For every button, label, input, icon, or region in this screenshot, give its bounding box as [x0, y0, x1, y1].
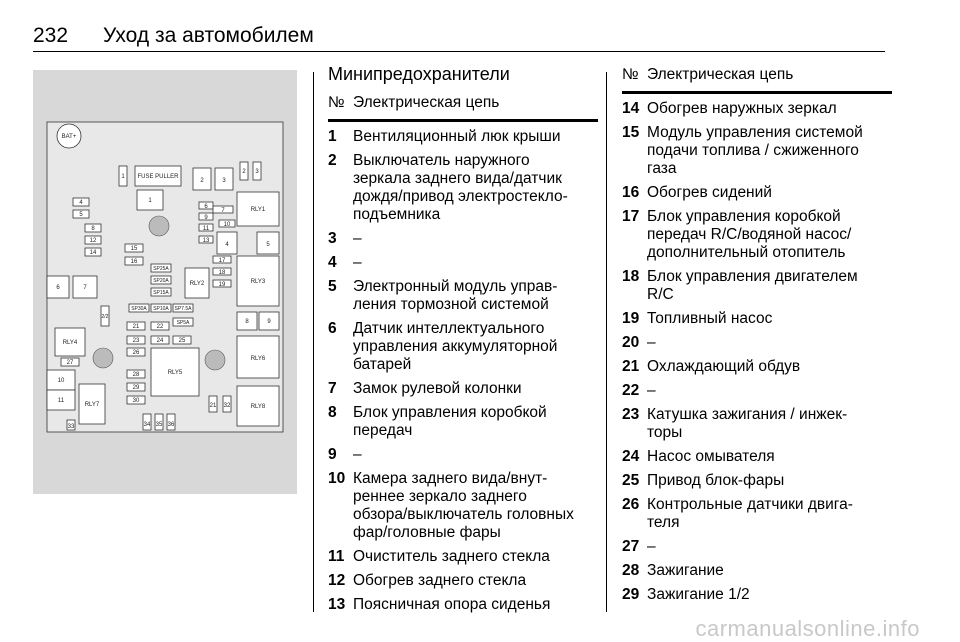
fuse-number: 8	[328, 404, 337, 421]
circuit-description: Поясничная опора сиденья	[353, 596, 551, 613]
relay-label: RLY8	[250, 404, 266, 410]
fuse-label: 19	[218, 282, 226, 288]
fuse-label: 21	[132, 324, 140, 330]
circuit-description: Охлаждающий обдув	[647, 358, 801, 375]
circuit-description: –	[353, 254, 362, 271]
table-row	[328, 596, 598, 614]
table-row	[622, 448, 892, 466]
fuse-label: 35	[155, 422, 163, 428]
circuit-description: Камера заднего вида/внут- реннее зеркало заднего обзора/выключатель головных фар/головные фары	[353, 470, 574, 541]
page-number: 232	[33, 24, 69, 47]
table-row	[328, 320, 598, 374]
fuse-box-diagram	[33, 70, 297, 494]
circuit-description: Блок управления двигателем R/C	[647, 268, 858, 303]
fuse-number: 25	[622, 472, 640, 489]
table-row	[328, 470, 598, 542]
fuse-number: 16	[622, 184, 640, 201]
fuse-label: 8	[91, 226, 95, 232]
fuse-label: SP5A	[176, 320, 190, 326]
circuit-description: Обогрев заднего стекла	[353, 572, 527, 589]
fuse-table-left	[328, 92, 598, 614]
fuse-label: 1	[148, 198, 152, 204]
circuit-description: Замок рулевой колонки	[353, 380, 522, 397]
fuse-number: 21	[622, 358, 640, 375]
circuit-description: Выключатель наружного зеркала заднего вида/датчик дождя/привод электростекло- подъемника	[353, 152, 568, 223]
table-body	[622, 100, 892, 604]
fuse-number: 27	[622, 538, 640, 555]
table-row	[328, 254, 598, 272]
fuse-label: 3	[222, 178, 226, 184]
table-row	[328, 278, 598, 314]
table-row	[622, 124, 892, 178]
bat-label: BAT+	[61, 134, 77, 140]
fuse-label: 2	[200, 178, 204, 184]
circuit-description: Блок управления коробкой передач	[353, 404, 547, 439]
fuse-number: 7	[328, 380, 337, 397]
fuse-label: 15	[130, 246, 138, 252]
relay-label: RLY4	[62, 340, 78, 346]
fuse-number: 14	[622, 100, 640, 117]
fuse-label: 4	[79, 200, 83, 206]
table-header	[622, 64, 892, 94]
chapter-title: Уход за автомобилем	[103, 24, 314, 47]
fuse-label: 11	[202, 226, 210, 232]
circuit-description: Контрольные датчики двига- теля	[647, 496, 853, 531]
fuse-label: SP20A	[153, 278, 169, 284]
table-row	[328, 404, 598, 440]
table-row	[622, 268, 892, 304]
fuse-number: 4	[328, 254, 337, 271]
fuse-number: 11	[328, 548, 345, 565]
circuit-description: Датчик интеллектуального управления аккумуляторной батарей	[353, 320, 558, 373]
fuse-label: 14	[89, 250, 97, 256]
table-row	[328, 548, 598, 566]
fuse-label: 10	[57, 378, 65, 384]
fuse-number: 2	[328, 152, 337, 169]
relay-label: RLY6	[250, 356, 266, 362]
fuse-number: 29	[622, 586, 640, 603]
fuse-label: 11	[57, 398, 65, 404]
fuse-label: 9	[267, 319, 271, 325]
fuse-number: 24	[622, 448, 640, 465]
circuit-description: –	[353, 446, 362, 463]
fuse-number: 5	[328, 278, 337, 295]
fuse-number: 22	[622, 382, 640, 399]
fuse-label: 29	[132, 385, 140, 391]
circuit-description: Модуль управления системой подачи топлива / сжиженного газа	[647, 124, 863, 177]
fuse-label: SP15A	[153, 290, 169, 296]
circuit-description: –	[647, 382, 656, 399]
circuit-description: –	[647, 538, 656, 555]
fuse-number: 26	[622, 496, 640, 513]
fuse-label: 7	[83, 285, 87, 291]
fuse-label: 24	[156, 338, 164, 344]
relay-label: RLY5	[167, 370, 183, 376]
col-circuit-header: Электрическая цепь	[353, 94, 500, 111]
fuse-puller-label: FUSE PULLER	[137, 174, 179, 180]
fuse-label: 27	[66, 360, 74, 366]
circuit-description: –	[647, 334, 656, 351]
fuse-label: 12	[89, 238, 97, 244]
table-row	[622, 406, 892, 442]
table-row	[622, 382, 892, 400]
header-rule	[33, 51, 885, 52]
table-row	[622, 586, 892, 604]
circuit-description: Зажигание 1/2	[647, 586, 750, 603]
column-divider	[313, 72, 314, 612]
table-row	[622, 334, 892, 352]
fuse-number: 9	[328, 446, 337, 463]
fuse-label: 22	[156, 324, 164, 330]
relay-label: RLY7	[84, 402, 100, 408]
fuse-table-right	[622, 64, 892, 604]
table-row	[622, 100, 892, 118]
fuse-label: 34	[143, 422, 151, 428]
table-row	[622, 358, 892, 376]
table-row	[622, 472, 892, 490]
fuse-number: 17	[622, 208, 640, 225]
fuse-label: 33	[67, 424, 75, 430]
circuit-description: Топливный насос	[647, 310, 773, 327]
fuse-number: 20	[622, 334, 640, 351]
fuse-label: 6	[56, 285, 60, 291]
fuse-label: 3	[255, 169, 259, 175]
fuse-label: 5	[79, 212, 83, 218]
table-row	[328, 572, 598, 590]
circuit-description: Электронный модуль управ- ления тормозной системой	[353, 278, 558, 313]
fuse-label: 7	[221, 208, 225, 214]
fuse-label: 25	[178, 338, 186, 344]
fuse-label: SP7.5A	[174, 306, 192, 312]
fuse-label: 23	[132, 338, 140, 344]
fuse-label: 8	[245, 319, 249, 325]
fuse-label: 9	[204, 215, 208, 221]
fuse-label: 36	[167, 422, 175, 428]
fuse-box-svg	[33, 70, 297, 494]
fuse-number: 13	[328, 596, 346, 613]
fuse-number: 6	[328, 320, 337, 337]
fuse-label: 10	[223, 222, 231, 228]
fuse-label: 17	[218, 258, 226, 264]
page-header	[33, 18, 885, 58]
table-row	[328, 380, 598, 398]
fuse-number: 3	[328, 230, 337, 247]
table-row	[622, 538, 892, 556]
fuse-label: 2	[242, 169, 246, 175]
table-row	[328, 152, 598, 224]
relay-label: RLY1	[250, 207, 266, 213]
fuse-label: SP25A	[153, 266, 169, 272]
col-circuit-header: Электрическая цепь	[647, 66, 794, 83]
circuit-description: Привод блок-фары	[647, 472, 785, 489]
col-num-header: №	[622, 66, 639, 83]
fuse-label: 18	[218, 270, 226, 276]
circuit-description: Очиститель заднего стекла	[353, 548, 550, 565]
fuse-label: 21	[209, 403, 217, 409]
fuse-label: 2/2	[101, 314, 109, 320]
section-title: Минипредохранители	[328, 64, 510, 84]
fuse-label: 28	[132, 372, 140, 378]
circuit-description: Зажигание	[647, 562, 724, 579]
circuit-description: Обогрев сидений	[647, 184, 772, 201]
fuse-label: 16	[130, 259, 138, 265]
table-row	[622, 208, 892, 262]
col-num-header: №	[328, 94, 345, 111]
fuse-label: SP10A	[153, 306, 169, 312]
fuse-number: 19	[622, 310, 640, 327]
table-row	[328, 230, 598, 248]
table-row	[622, 496, 892, 532]
fuse-label: SP30A	[131, 306, 147, 312]
table-row	[328, 128, 598, 146]
fuse-number: 23	[622, 406, 640, 423]
table-row	[622, 310, 892, 328]
fuse-label: 13	[202, 238, 210, 244]
fuse-number: 12	[328, 572, 346, 589]
table-row	[328, 446, 598, 464]
relay-label: RLY3	[250, 279, 266, 285]
table-header	[328, 92, 598, 122]
circuit-description: Катушка зажигания / инжек- торы	[647, 406, 848, 441]
circuit-description: Насос омывателя	[647, 448, 775, 465]
column-divider	[606, 72, 607, 612]
fuse-number: 15	[622, 124, 640, 141]
fuse-label: 5	[266, 242, 270, 248]
fuse-label: 32	[223, 403, 231, 409]
table-row	[622, 184, 892, 202]
circuit-description: –	[353, 230, 362, 247]
fuse-label: 1	[121, 174, 125, 180]
fuse-label: 26	[132, 350, 140, 356]
fuse-number: 28	[622, 562, 640, 579]
circuit-description: Вентиляционный люк крыши	[353, 128, 561, 145]
fuse-number: 1	[328, 128, 337, 145]
watermark: carmanualsonline.info	[695, 616, 920, 641]
fuse-label: 4	[225, 242, 229, 248]
circuit-description: Обогрев наружных зеркал	[647, 100, 837, 117]
fuse-label: 30	[132, 398, 140, 404]
fuse-number: 18	[622, 268, 640, 285]
circuit-description: Блок управления коробкой передач R/C/водяной насос/ дополнительный отопитель	[647, 208, 852, 261]
table-body	[328, 128, 598, 614]
relay-label: RLY2	[189, 281, 205, 287]
fuse-number: 10	[328, 470, 346, 487]
fuse-label: 6	[204, 204, 208, 210]
table-row	[622, 562, 892, 580]
